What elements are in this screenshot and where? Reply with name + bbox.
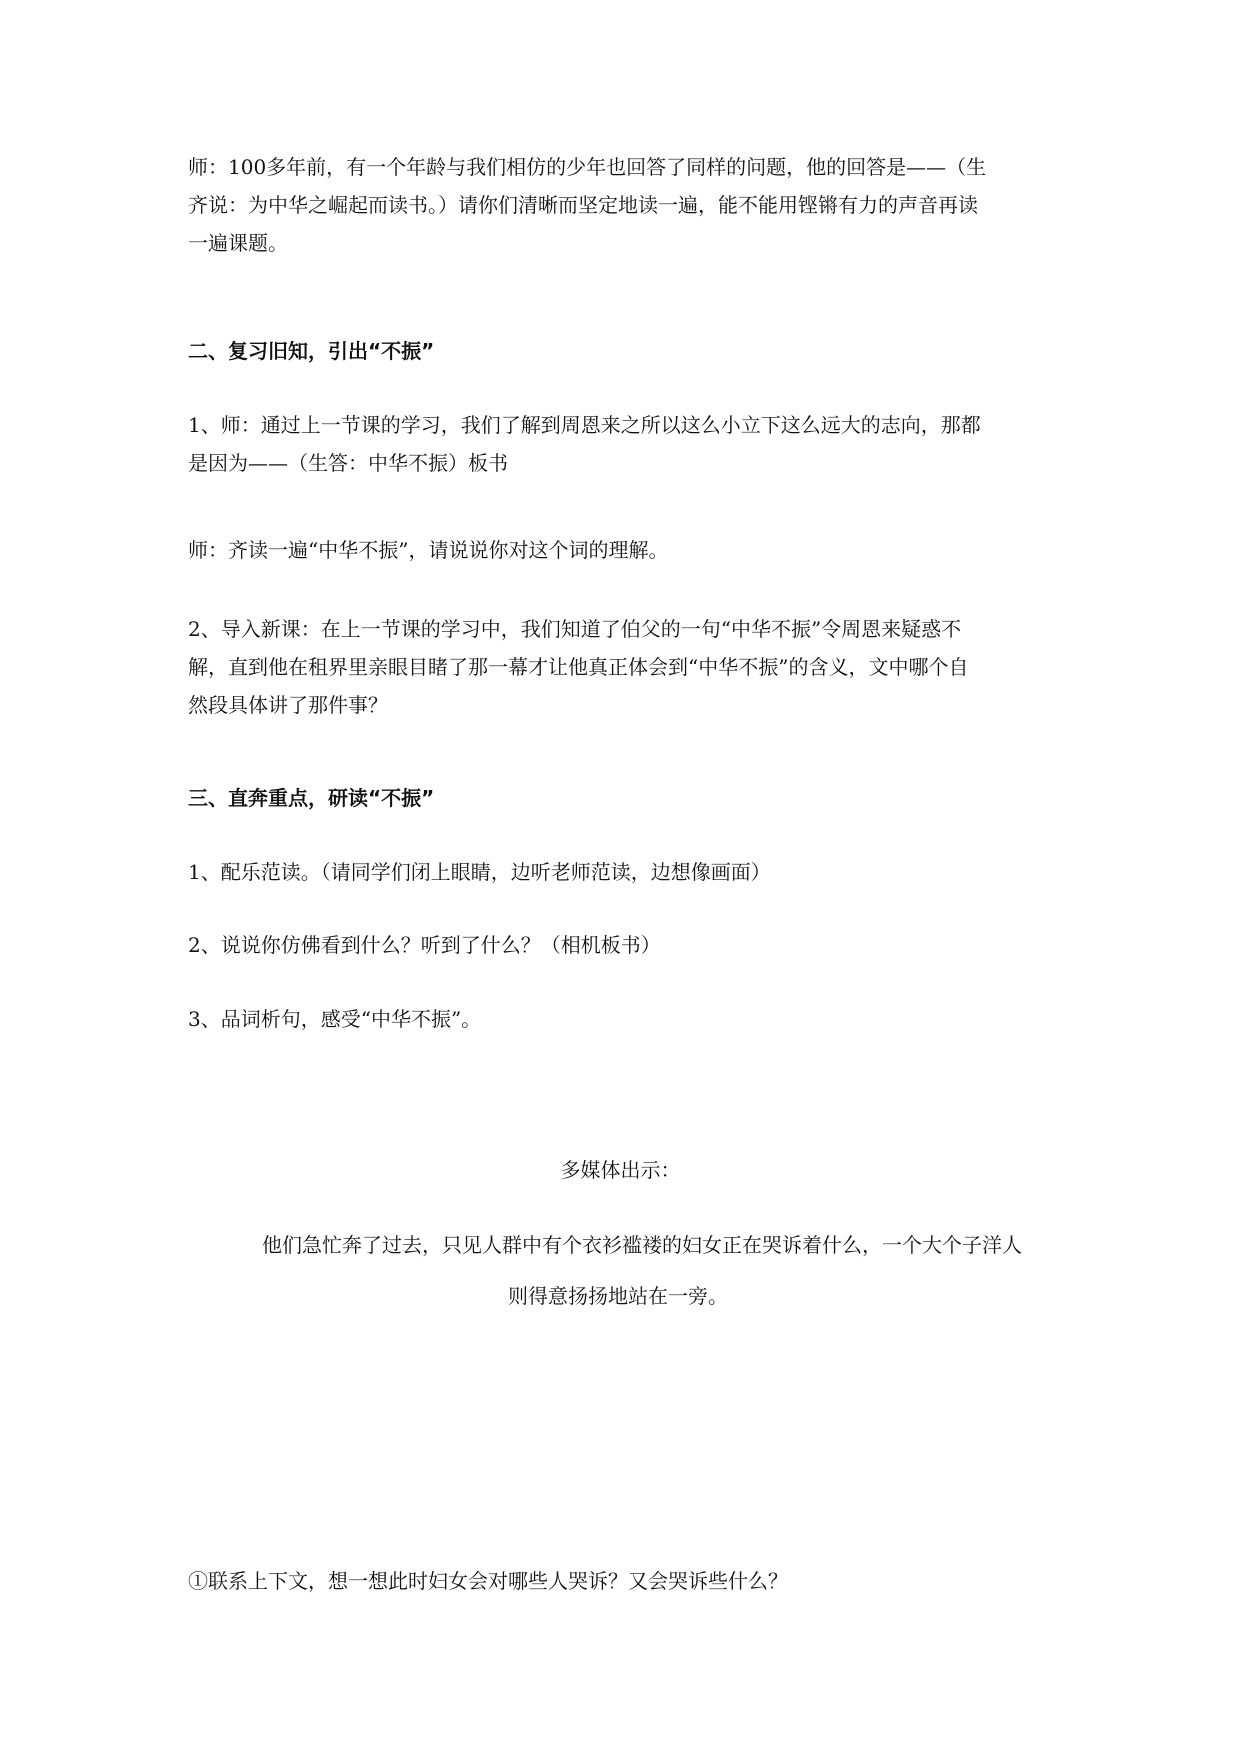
paragraph-review-1 [188,406,1056,482]
multimedia-label: 多媒体出示： [560,1158,681,1182]
question-item: ①联系上下文，想一想此时妇女会对哪些人哭诉？又会哭诉些什么？ [188,1569,788,1593]
text-line: 则得意扬扬地站在一旁。 [508,1284,728,1308]
paragraph-read-aloud: 师：齐读一遍“中华不振”，请说说你对这个词的理解。 [188,538,669,562]
paragraph-step-1: 1、配乐范读。（请同学们闭上眼睛，边听老师范读，边想像画面） [188,860,771,884]
text-line: 2、导入新课：在上一节课的学习中，我们知道了伯父的一句“中华不振”令周恩来疑惑不 [188,617,962,641]
paragraph-step-2: 2、说说你仿佛看到什么？听到了什么？（相机板书） [188,933,661,957]
section-heading-focus: 三、直奔重点，研读“不振” [188,786,435,810]
text-line: 师：100多年前，有一个年龄与我们相仿的少年也回答了同样的问题，他的回答是——（生 [188,155,987,179]
section-heading-review: 二、复习旧知，引出“不振” [188,339,435,363]
multimedia-quote [262,1220,1062,1322]
text-line: 解，直到他在租界里亲眼目睹了那一幕才让他真正体会到“中华不振”的含义，文中哪个自 [188,655,969,679]
text-line: 1、师：通过上一节课的学习，我们了解到周恩来之所以这么小立下这么远大的志向，那都 [188,413,981,437]
paragraph-step-3: 3、品词析句，感受“中华不振”。 [188,1007,482,1031]
text-line: 他们急忙奔了过去，只见人群中有个衣衫褴褛的妇女正在哭诉着什么，一个大个子洋人 [262,1233,1022,1257]
paragraph-teacher-intro [188,148,1056,262]
paragraph-new-lesson [188,610,1056,724]
text-line: 是因为——（生答：中华不振）板书 [188,451,508,475]
text-line: 然段具体讲了那件事？ [188,693,388,717]
text-line: 一遍课题。 [188,231,288,255]
text-line: 齐说：为中华之崛起而读书。）请你们清晰而坚定地读一遍，能不能用铿锵有力的声音再读 [188,193,978,217]
